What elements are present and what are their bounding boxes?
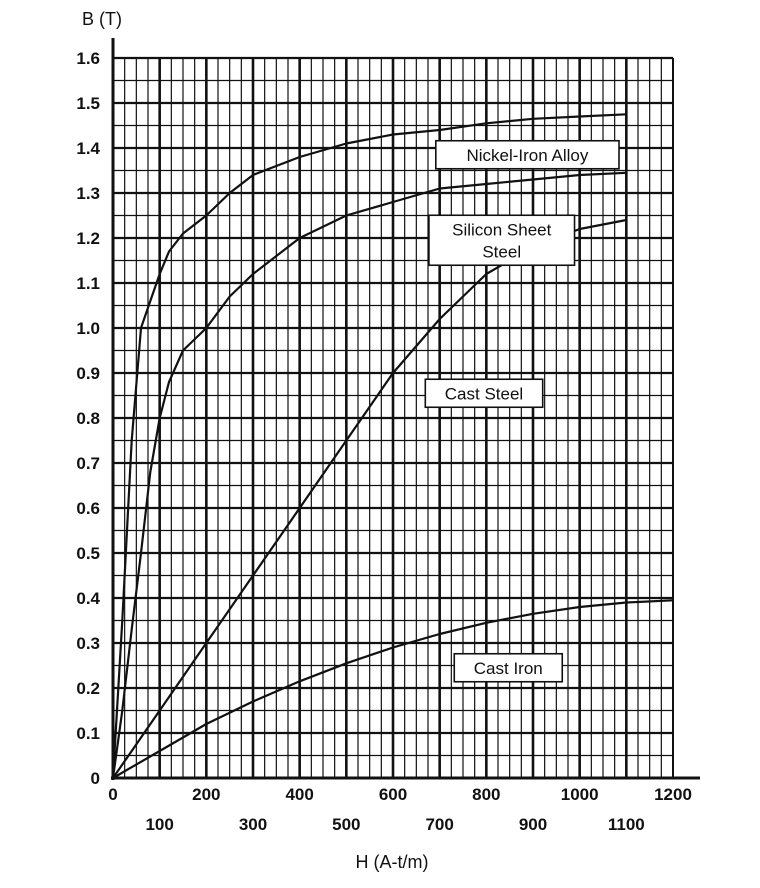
y-tick-label: 1.6 bbox=[76, 49, 100, 68]
y-tick-label: 0.9 bbox=[76, 364, 100, 383]
x-tick-label: 500 bbox=[332, 815, 361, 834]
y-tick-label: 0 bbox=[90, 769, 100, 788]
x-tick-label: 200 bbox=[192, 785, 221, 804]
y-tick-label: 0.4 bbox=[76, 589, 100, 608]
x-tick-label: 400 bbox=[285, 785, 314, 804]
y-tick-label: 1.1 bbox=[76, 274, 100, 293]
curve-cast-iron-label bbox=[454, 654, 562, 682]
x-tick-label: 700 bbox=[425, 815, 454, 834]
x-tick-label: 1000 bbox=[560, 785, 599, 804]
y-tick-label: 0.8 bbox=[76, 409, 100, 428]
x-tick-label: 900 bbox=[518, 815, 548, 834]
label-text: Silicon Sheet bbox=[452, 220, 552, 240]
x-tick-label: 1200 bbox=[654, 785, 692, 804]
label-text: Cast Iron bbox=[473, 658, 543, 678]
y-tick-label: 0.7 bbox=[76, 454, 100, 473]
x-tick-label: 100 bbox=[145, 815, 174, 834]
x-tick-label: 800 bbox=[472, 785, 501, 804]
x-tick-label: 600 bbox=[378, 785, 408, 804]
y-axis-title: B (T) bbox=[82, 9, 122, 29]
curve-silicon-sheet-steel-label bbox=[429, 215, 575, 265]
y-tick-label: 1.3 bbox=[76, 184, 100, 203]
x-tick-label: 0 bbox=[108, 785, 118, 804]
y-tick-label: 0.6 bbox=[76, 499, 100, 518]
x-tick-labels bbox=[108, 785, 692, 834]
y-tick-label: 0.3 bbox=[76, 634, 100, 653]
y-tick-label: 1.0 bbox=[76, 319, 100, 338]
x-tick-label: 300 bbox=[238, 815, 268, 834]
y-tick-label: 1.2 bbox=[76, 229, 100, 248]
y-tick-label: 0.1 bbox=[76, 724, 100, 743]
y-tick-labels bbox=[76, 49, 100, 788]
y-tick-label: 0.5 bbox=[76, 544, 100, 563]
label-text: Steel bbox=[482, 242, 522, 262]
x-tick-label: 1100 bbox=[607, 815, 645, 834]
curve-nickel-iron-alloy-label bbox=[436, 141, 619, 169]
series-labels bbox=[425, 141, 619, 682]
y-tick-label: 1.4 bbox=[76, 139, 100, 158]
label-text: Nickel-Iron Alloy bbox=[466, 145, 589, 165]
y-tick-label: 1.5 bbox=[76, 94, 100, 113]
y-tick-label: 0.2 bbox=[76, 679, 100, 698]
label-text: Cast Steel bbox=[444, 384, 524, 404]
x-axis-title: H (A-t/m) bbox=[355, 852, 429, 872]
curve-cast-steel-label bbox=[425, 379, 542, 407]
